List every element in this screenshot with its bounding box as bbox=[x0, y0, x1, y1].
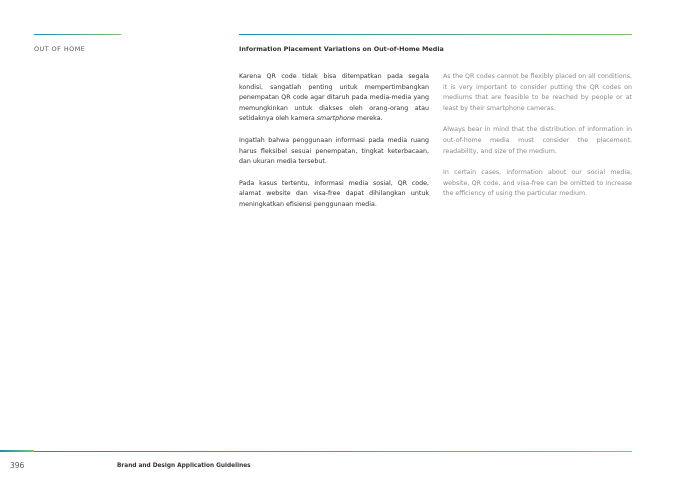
page-title: Information Placement Variations on Out-of-Home Media bbox=[239, 45, 444, 53]
english-paragraph: As the QR codes cannot be flexibly placed on all conditions, it is very important to consider putting the QR codes on mediums that are feasible to be reached by people or at least by their smartphone cameras. bbox=[443, 73, 632, 112]
english-column bbox=[443, 72, 632, 211]
indonesian-column bbox=[239, 72, 429, 222]
indonesian-paragraph: Pada kasus tertentu, informasi media sosial, QR code, alamat website dan visa-free dapat dihilangkan untuk meningkatkan efisiensi penggunaan media. bbox=[239, 179, 429, 208]
header-divider-left bbox=[34, 34, 121, 35]
footer-divider bbox=[34, 451, 632, 452]
header-divider-right bbox=[239, 34, 632, 35]
footer-title: Brand and Design Application Guidelines bbox=[117, 463, 251, 469]
section-label: OUT OF HOME bbox=[34, 45, 86, 53]
english-paragraph: Always bear in mind that the distribution of information in out-of-home media must consider the placement, readability, and size of the medium. bbox=[443, 126, 632, 155]
english-paragraph: In certain cases, information about our social media, website, QR code, and visa-free can be omitted to increase the efficiency of using the particular medium. bbox=[443, 169, 632, 198]
footer-accent-bar bbox=[0, 450, 34, 452]
indonesian-paragraph: Karena QR code tidak bisa ditempatkan pada segala kondisi, sangatlah penting untuk mempertimbangkan penempatan QR code agar ditaruh pada media-media yang memungkinkan untuk diakses oleh orang-orang atau setidaknya oleh kamera smartphone mereka. bbox=[239, 73, 429, 123]
indonesian-paragraph: Ingatlah bahwa penggunaan informasi pada media ruang harus fleksibel sesuai penempatan, tingkat keterbacaan, dan ukuran media tersebut. bbox=[239, 136, 429, 166]
page-number: 396 bbox=[10, 461, 25, 470]
